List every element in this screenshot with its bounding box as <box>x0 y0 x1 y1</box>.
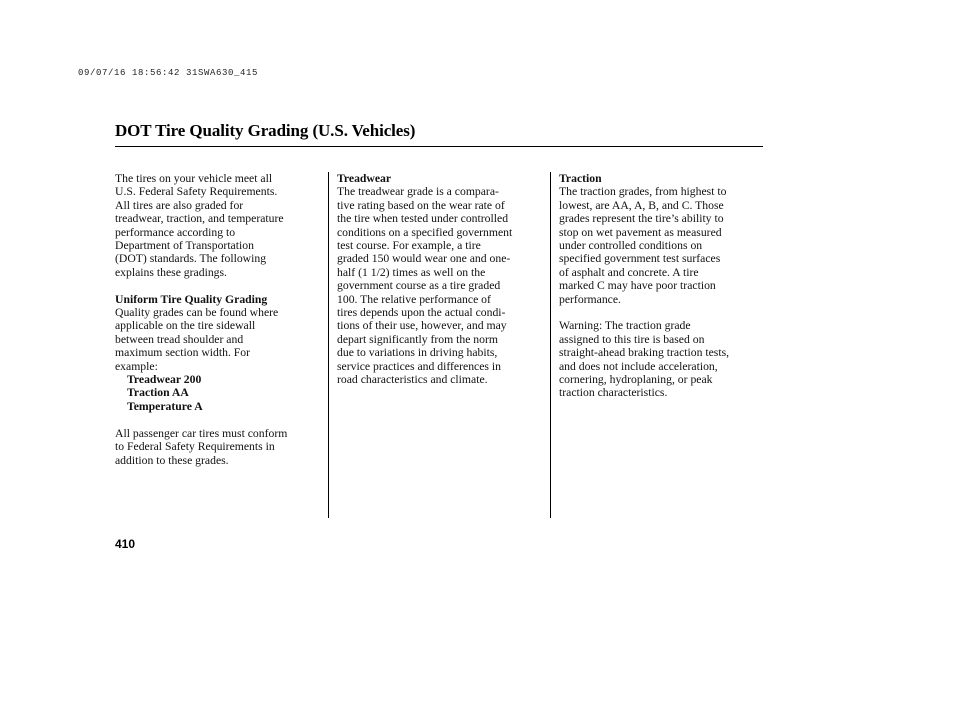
text-line: graded 150 would wear one and one- <box>337 252 511 266</box>
title-rule <box>115 146 763 147</box>
page-number: 410 <box>115 537 136 551</box>
text-line: traction characteristics. <box>559 386 668 400</box>
text-line: tires depends upon the actual condi- <box>337 306 506 320</box>
text-line: treadwear, traction, and temperature <box>115 212 284 226</box>
text-line: performance according to <box>115 225 236 239</box>
text-line: Department of Transportation <box>115 239 254 253</box>
text-line: straight-ahead braking traction tests, <box>559 346 730 360</box>
column-intro <box>115 172 323 467</box>
column-traction <box>559 172 769 400</box>
text-line: (DOT) standards. The following <box>115 252 267 266</box>
grade-examples <box>115 373 323 413</box>
text-line: due to variations in driving habits, <box>337 346 498 360</box>
column-divider <box>550 172 551 518</box>
text-line: Quality grades can be found where <box>115 306 279 320</box>
text-line: stop on wet pavement as measured <box>559 225 722 239</box>
grading-location-paragraph <box>115 306 323 373</box>
print-timestamp: 09/07/16 18:56:42 31SWA630_415 <box>78 68 259 78</box>
traction-paragraph <box>559 185 769 306</box>
text-line: the tire when tested under controlled <box>337 212 509 226</box>
text-line: Warning: The traction grade <box>559 319 691 333</box>
text-line: of asphalt and concrete. A tire <box>559 265 699 279</box>
text-line: maximum section width. For <box>115 346 251 360</box>
text-line: example: <box>115 359 158 373</box>
conform-paragraph <box>115 427 323 467</box>
text-line: half (1 1/2) times as well on the <box>337 265 486 279</box>
column-treadwear <box>337 172 543 387</box>
text-line: service practices and differences in <box>337 359 501 373</box>
text-line: tive rating based on the wear rate of <box>337 198 505 212</box>
text-line: under controlled conditions on <box>559 239 703 253</box>
example-traction: Traction AA <box>127 386 189 400</box>
column-divider <box>328 172 329 518</box>
text-line: and does not include acceleration, <box>559 359 718 373</box>
text-line: U.S. Federal Safety Requirements. <box>115 185 278 199</box>
text-line: depart significantly from the norm <box>337 332 498 346</box>
text-line: tions of their use, however, and may <box>337 319 507 333</box>
text-line: All tires are also graded for <box>115 198 244 212</box>
text-line: explains these gradings. <box>115 265 227 279</box>
text-line: All passenger car tires must conform <box>115 426 288 440</box>
paragraph-gap <box>559 306 769 319</box>
text-line: marked C may have poor traction <box>559 279 716 293</box>
text-line: assigned to this tire is based on <box>559 332 705 346</box>
text-line: 100. The relative performance of <box>337 292 491 306</box>
section-heading-traction: Traction <box>559 172 602 185</box>
text-line: government course as a tire graded <box>337 279 501 293</box>
text-line: The treadwear grade is a compara- <box>337 185 499 199</box>
text-line: lowest, are AA, A, B, and C. Those <box>559 198 724 212</box>
text-line: The traction grades, from highest to <box>559 185 727 199</box>
text-line: between tread shoulder and <box>115 332 244 346</box>
text-line: applicable on the tire sidewall <box>115 319 256 333</box>
example-treadwear: Treadwear 200 <box>127 373 202 387</box>
text-line: conditions on a specified government <box>337 225 513 239</box>
paragraph-gap <box>115 279 323 292</box>
text-line: road characteristics and climate. <box>337 373 488 387</box>
text-line: cornering, hydroplaning, or peak <box>559 373 713 387</box>
text-line: addition to these grades. <box>115 453 229 467</box>
example-temperature: Temperature A <box>127 399 203 413</box>
text-line: grades represent the tire’s ability to <box>559 212 724 226</box>
text-line: specified government test surfaces <box>559 252 721 266</box>
text-line: The tires on your vehicle meet all <box>115 172 273 185</box>
intro-paragraph <box>115 172 323 279</box>
text-line: to Federal Safety Requirements in <box>115 440 275 454</box>
section-heading-treadwear: Treadwear <box>337 172 392 185</box>
page-title: DOT Tire Quality Grading (U.S. Vehicles) <box>115 121 416 140</box>
traction-warning-paragraph <box>559 319 769 399</box>
section-heading-uniform-grading: Uniform Tire Quality Grading <box>115 292 268 306</box>
text-line: performance. <box>559 292 621 306</box>
text-line: test course. For example, a tire <box>337 239 481 253</box>
paragraph-gap <box>115 413 323 426</box>
treadwear-paragraph <box>337 185 543 386</box>
